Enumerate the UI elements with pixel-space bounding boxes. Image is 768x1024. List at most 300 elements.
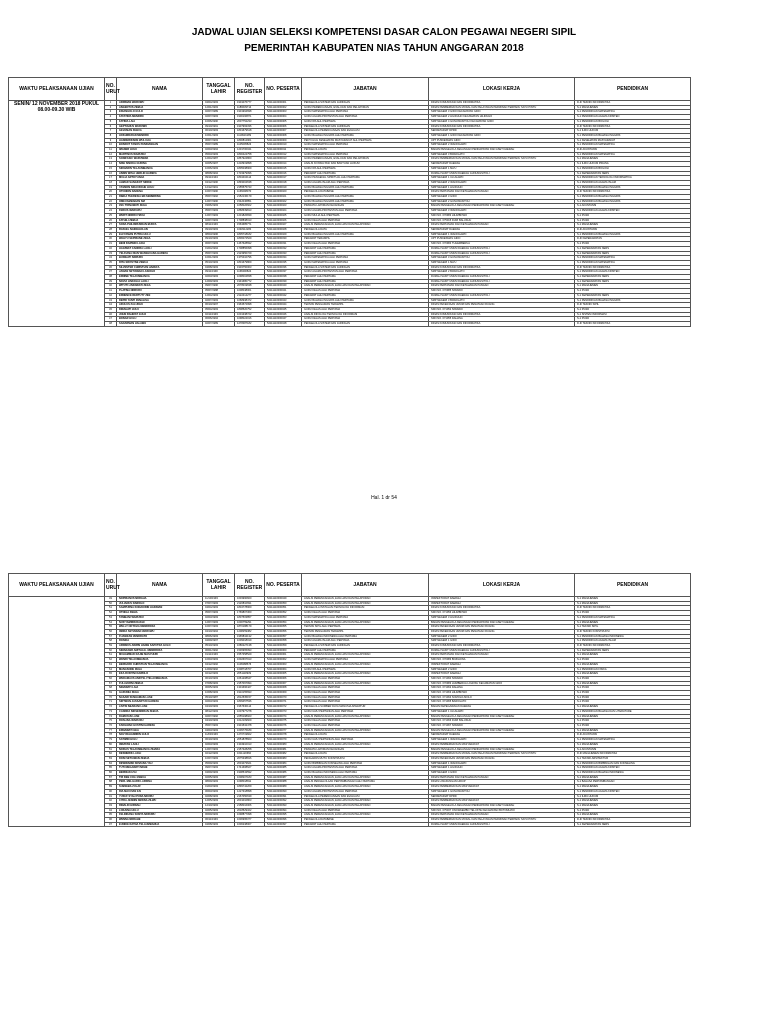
cell-jabatan: GURU KELAS AHLI PERTAMA (302, 723, 429, 728)
cell-nama: MANASONE ZEGA (117, 667, 203, 672)
cell-jabatan: GURU AGAMA PROTESTAN AHLI PERTAMA (302, 766, 429, 771)
cell-tanggal: 12/09/1992 (203, 667, 235, 672)
table-row (9, 322, 691, 327)
cell-lokasi: SMP NEGERI 3 IDANOGAWO (429, 209, 575, 214)
cell-register: 2157097994 (235, 681, 265, 686)
cell-jabatan: ANALIS PERENCANAAN, EVALUASI DAN PELAPORAN (302, 813, 429, 818)
table-row (9, 129, 691, 134)
cell-register: 2018529322 (235, 808, 265, 813)
cell-register: 1661208647 (235, 676, 265, 681)
cell-pendidikan: S-1 MANAJEMEN (575, 681, 691, 686)
cell-no: 82 (105, 752, 117, 757)
cell-register: 1719979096 (235, 171, 265, 176)
cell-lokasi: SDN NO. 071064 SOMOLO-MOLO (429, 695, 575, 700)
cell-pendidikan: S-1 MANAJEMEN (575, 284, 691, 289)
cell-jabatan: GURU IPA AHLI PERTAMA (302, 166, 429, 171)
cell-jabatan: ANALIS PERENCANAAN, EVALUASI DAN PELAPORAN (302, 714, 429, 719)
cell-nama: TAMBANI WARUWU (117, 615, 203, 620)
cell-jabatan: PERAWAT TERAMPIL (302, 237, 429, 242)
table-row (9, 738, 691, 743)
cell-nama: SONA PHILINDUNDAN BUKFA (117, 223, 203, 228)
cell-jabatan: GURU KELAS AHLI PERTAMA (302, 242, 429, 247)
cell-no: 15 (105, 166, 117, 171)
cell-register: 1009018019 (235, 639, 265, 644)
cell-peserta: 52111110000047 (265, 317, 302, 322)
cell-nama: OMEUAMBANAN SM (117, 199, 203, 204)
cell-jabatan: GURU MATEMATIKA AHLI PERTAMA (302, 152, 429, 157)
cell-no: 48 (105, 322, 117, 327)
cell-tanggal: 04/04/1993 (203, 606, 235, 611)
cell-nama: GARUNIA ZEGA (117, 691, 203, 696)
cell-register: 1201826839 (235, 213, 265, 218)
cell-pendidikan: S-1 PGSD (575, 686, 691, 691)
cell-jabatan: GURU BAHASA INDONESIA AHLI PERTAMA (302, 634, 429, 639)
cell-peserta: 52111110000056 (265, 629, 302, 634)
cell-peserta: 52111110000071 (265, 700, 302, 705)
cell-peserta: 52111110000069 (265, 691, 302, 696)
cell-jabatan: PERAWAT AHLI PERTAMA (302, 275, 429, 280)
cell-pendidikan: D-III TEKNIK INFORMATIKA (575, 124, 691, 129)
cell-pendidikan: S-1 PENDIDIKAN AGAMA ISLAM (575, 180, 691, 185)
cell-tanggal: 02/12/1993 (203, 752, 235, 757)
cell-no: 68 (105, 686, 117, 691)
cell-nama: MARTINUS WARUWU (117, 152, 203, 157)
cell-no: 12 (105, 152, 117, 157)
cell-jabatan: ANALIS INFOLOGI TEKNOLOGI INFORMASI (302, 312, 429, 317)
cell-pendidikan: S-1 KEPERAWATAN NERS (575, 275, 691, 280)
cell-nama: FELINDANA SONTA NDRURU (117, 813, 203, 818)
cell-tanggal: 05/03/1993 (203, 152, 235, 157)
cell-lokasi: DINAS PERTANIAN DAN KETAHANAN PANGAN (429, 190, 575, 195)
cell-tanggal: 04/10/1994 (203, 629, 235, 634)
cell-jabatan: GURU KELAS AHLI PERTAMA (302, 686, 429, 691)
cell-no: 76 (105, 723, 117, 728)
cell-lokasi: SDN NO. 071063 HILIMBOWO (429, 691, 575, 696)
cell-pendidikan: S-1 PGSD (575, 719, 691, 724)
cell-no: 88 (105, 780, 117, 785)
cell-peserta: 52111110000055 (265, 625, 302, 630)
cell-pendidikan: S-1 SISTEM INFORMASI (575, 312, 691, 317)
cell-register: 1680227138 (235, 644, 265, 649)
cell-lokasi: RUMAH SAKIT UMUM DAERAH GUNUNGSITOLI (429, 246, 575, 251)
cell-no: 73 (105, 709, 117, 714)
cell-register: 1000759291 (235, 620, 265, 625)
cell-jabatan: ANALIS PENGELOLAAN PERTAMBANGAN AHLI PERTAMA (302, 780, 429, 785)
cell-lokasi: DINAS PERTANIAN DAN KETAHANAN PANGAN (429, 813, 575, 818)
cell-register: 1278487182 (235, 322, 265, 327)
cell-register: 1800424758 (235, 152, 265, 157)
cell-register: 1806072529 (235, 237, 265, 242)
cell-pendidikan: S-1 PENDIDIKAN MATEMATIKA (575, 152, 691, 157)
cell-nama: EUNIKE RATNA TELAUMBANUA (117, 822, 203, 827)
cell-peserta: 52111110000057 (265, 634, 302, 639)
cell-lokasi: DINAS KOMUNIKASI DAN INFORMATIKA (429, 322, 575, 327)
cell-tanggal: 12/10/1993 (203, 803, 235, 808)
cell-pendidikan: D-III TEKNIK INFORMATIKA (575, 101, 691, 106)
cell-tanggal: 12/04/1993 (203, 293, 235, 298)
cell-register: 1901994698 (235, 110, 265, 115)
cell-jabatan: ANALIS KONSULTASI DAN BANTUAN HUKUM (302, 162, 429, 167)
cell-no: 93 (105, 803, 117, 808)
table-row (9, 785, 691, 790)
cell-register: 1208259382 (235, 629, 265, 634)
cell-lokasi: BADAN PENGELOLA KEUANGAN PENDAPATAN DAN ASET DAERAH (429, 803, 575, 808)
header-pendidikan: PENDIDIKAN (575, 78, 691, 101)
cell-lokasi: DINAS PEMBERDAYAAN MASYARAKAT (429, 799, 575, 804)
cell-no: 84 (105, 761, 117, 766)
header-register: NO. REGISTER (235, 574, 265, 597)
cell-nama: TUTI MEGAWATI NDHE (117, 766, 203, 771)
table-row (9, 195, 691, 200)
cell-tanggal: 02/12/1993 (203, 672, 235, 677)
table-row (9, 209, 691, 214)
cell-nama: OTONION NADENA (117, 190, 203, 195)
cell-jabatan: PERAWAT AHLI PERTAMA (302, 251, 429, 256)
cell-pendidikan: S-1 PENDIDIKAN MATEMATIKA (575, 260, 691, 265)
cell-lokasi: DINAS PEMBERDAYAAN MODAL DAN PELAYANAN PERIZINAN TERPADU SATU PINTU (429, 157, 575, 162)
cell-lokasi: SDN NO. 070985 SIWAWO (429, 289, 575, 294)
cell-peserta: 52111110000038 (265, 275, 302, 280)
cell-peserta: 52111110000060 (265, 648, 302, 653)
cell-no: 78 (105, 733, 117, 738)
cell-tanggal: 12/05/1993 (203, 799, 235, 804)
cell-no: 91 (105, 794, 117, 799)
cell-peserta: 52111110000012 (265, 152, 302, 157)
cell-pendidikan: D-III TEKNIK INFORMATIKA (575, 606, 691, 611)
table-row (9, 742, 691, 747)
cell-peserta: 52111110000041 (265, 289, 302, 294)
cell-tanggal: 05/04/1993 (203, 307, 235, 312)
cell-tanggal: 10/06/1993 (203, 166, 235, 171)
cell-register: 2158016006 (235, 803, 265, 808)
cell-peserta: 52111110000063 (265, 662, 302, 667)
cell-jabatan: GURU BAHASA INGGRIS AHLI PERTAMA (302, 199, 429, 204)
cell-register: 1901532478 (235, 723, 265, 728)
cell-no: 25 (105, 213, 117, 218)
cell-no: 80 (105, 742, 117, 747)
cell-nama: RITA SRIYETNE ZEBUA (117, 260, 203, 265)
cell-peserta: 52111110000018 (265, 180, 302, 185)
cell-register: 1741608627 (235, 766, 265, 771)
cell-nama: GEVAMAN ZEBUA (117, 129, 203, 134)
cell-jabatan: PERAWAT AHLI PERTAMA (302, 171, 429, 176)
cell-lokasi: SMP NEGERI 1 IDANOGAWO (429, 738, 575, 743)
cell-peserta: 52111110000073 (265, 709, 302, 714)
cell-tanggal: 12/04/1987 (203, 157, 235, 162)
cell-lokasi: BADAN PENGELOLA KEUANGAN PENDAPATAN DAN ASET DAERAH (429, 620, 575, 625)
cell-register: 2155575743 (235, 185, 265, 190)
cell-lokasi: SMP NEGERI 1 GIDO (429, 639, 575, 644)
cell-peserta: 52111110000020 (265, 190, 302, 195)
cell-pendidikan: S-1 PENDIDIKAN BAHASA INGGRIS (575, 199, 691, 204)
cell-register: 1900196871 (235, 115, 265, 120)
table-header (9, 574, 691, 597)
cell-register: 1168490824 (235, 270, 265, 275)
cell-no: 41 (105, 289, 117, 294)
table-row (9, 620, 691, 625)
cell-nama: ADRIMAN WARUWU (117, 101, 203, 106)
cell-tanggal: 07/08/1993 (203, 681, 235, 686)
header-peserta: NO. PESERTA (265, 574, 302, 597)
cell-jabatan: PENGELOLA INSTALASI TEKNOLOGI INFORMASI (302, 606, 429, 611)
cell-no: 96 (105, 818, 117, 823)
cell-lokasi: SDN NO. 075015 DURI BALUKHU (429, 218, 575, 223)
cell-peserta: 52111110000021 (265, 195, 302, 200)
cell-register: 2167050639 (235, 794, 265, 799)
table-row (9, 223, 691, 228)
cell-register: 1058026602 (235, 204, 265, 209)
cell-no: 27 (105, 223, 117, 228)
cell-register: 1991680772 (235, 279, 265, 284)
cell-pendidikan: S-1 KEPERAWATAN NERS (575, 293, 691, 298)
cell-no: 5 (105, 119, 117, 124)
cell-peserta: 52111110000022 (265, 199, 302, 204)
cell-jabatan: PENYULUH KESEHATAN MASYARAKAT AHLI PERTAMA (302, 138, 429, 143)
cell-lokasi: SEKRETARIAT DAERAH (429, 227, 575, 232)
cell-no: 37 (105, 270, 117, 275)
cell-peserta: 52111110000024 (265, 209, 302, 214)
cell-peserta: 52111110000035 (265, 260, 302, 265)
cell-peserta: 52111110000094 (265, 808, 302, 813)
cell-pendidikan: S-1 MANAJEMEN (575, 672, 691, 677)
cell-register: 1965834132 (235, 634, 265, 639)
cell-jabatan: PENGELOLA PERENCANAAN DAN EVALUASI (302, 129, 429, 134)
cell-lokasi: RUMAH SAKIT UMUM DAERAH GUNUNGSITOLI (429, 251, 575, 256)
cell-jabatan: ANALIS PERENCANAAN, EVALUASI DAN PELAPORAN (302, 601, 429, 606)
cell-register: 1611120660 (235, 752, 265, 757)
cell-peserta: 52111110000067 (265, 681, 302, 686)
cell-peserta: 52111110000031 (265, 242, 302, 247)
cell-pendidikan: D-III AKUNTANSI (575, 148, 691, 153)
cell-nama: NISE SINOKA GUDINA (117, 162, 203, 167)
cell-register: 1098004838 (235, 275, 265, 280)
cell-peserta: 52111110000006 (265, 124, 302, 129)
cell-no: 38 (105, 275, 117, 280)
cell-pendidikan: S-1 MANAJEMEN (575, 728, 691, 733)
cell-nama: WITUTI LINDAWATI ZEGA (117, 284, 203, 289)
cell-nama: MUHAMMAD RAJIB MASYHURI (117, 653, 203, 658)
header-jabatan: JABATAN (302, 574, 429, 597)
cell-register: 1807503857 (235, 615, 265, 620)
cell-register: 2123950729 (235, 251, 265, 256)
cell-no: 11 (105, 148, 117, 153)
cell-pendidikan: S-1 PENDIDIKAN BAHASA INGGRIS (575, 133, 691, 138)
cell-pendidikan: S-1 TEKNIK ARSITEKTUR (575, 756, 691, 761)
table-row (9, 789, 691, 794)
cell-peserta: 52111110000053 (265, 615, 302, 620)
cell-lokasi: DINAS PEMBERDAYAAN MODAL DAN PELAYANAN PERIZINAN TERPADU SATU PINTU (429, 105, 575, 110)
cell-no: 58 (105, 639, 117, 644)
cell-pendidikan: D-III TEKNIK INFORMATIKA (575, 644, 691, 649)
cell-pendidikan: S-1 MANAJEMEN (575, 597, 691, 602)
cell-register: 1603990820 (235, 597, 265, 602)
cell-jabatan: ANALIS PERENCANAAN, EVALUASI DAN PELAPORAN (302, 681, 429, 686)
cell-no: 53 (105, 615, 117, 620)
cell-nama: ROSLINA WARUWU (117, 719, 203, 724)
cell-nama: INDATAN LAOLI (117, 742, 203, 747)
cell-peserta: 52111110000061 (265, 653, 302, 658)
cell-lokasi: SMP NEGERI 2 GUNUNGSITOLI (429, 199, 575, 204)
cell-pendidikan: S-1 PENDIDIKAN BIOLOGI (575, 119, 691, 124)
cell-nama: TRI DEB COLI ZEBUA (117, 775, 203, 780)
cell-jabatan: ANALIS PERENCANAAN, EVALUASI DAN PELAPORAN (302, 728, 429, 733)
cell-pendidikan: S-1 KEPERAWATAN NERS (575, 246, 691, 251)
cell-peserta: 52111110000097 (265, 822, 302, 827)
cell-lokasi: SDN NO. 070083 BOZIHONA (429, 658, 575, 663)
table-row (9, 709, 691, 714)
cell-tanggal: 06/09/1993 (203, 813, 235, 818)
cell-register: 1563685771 (235, 223, 265, 228)
cell-tanggal: 12/07/1993 (203, 213, 235, 218)
cell-peserta: 52111110000048 (265, 322, 302, 327)
cell-register: 2001010803 (235, 799, 265, 804)
cell-lokasi: SMP NEGERI 1 ULUGAWO (429, 176, 575, 181)
cell-peserta: 52111110000046 (265, 312, 302, 317)
cell-register: 1893004638 (235, 180, 265, 185)
cell-peserta: 52111110000005 (265, 119, 302, 124)
cell-peserta: 52111110000008 (265, 133, 302, 138)
cell-peserta: 52111110000010 (265, 143, 302, 148)
cell-pendidikan: S-1 MANAJEMEN (575, 714, 691, 719)
cell-jabatan: ANALIS PERENCANAAN, EVALUASI DAN PELAPORAN (302, 799, 429, 804)
cell-register: 2120810691 (235, 601, 265, 606)
cell-pendidikan: S-1 PGSD (575, 691, 691, 696)
cell-no: 44 (105, 303, 117, 308)
cell-pendidikan: D-III MANAJEMEN INFORMATIKA (575, 752, 691, 757)
cell-pendidikan: D-III TEKNIK INFORMATIKA (575, 190, 691, 195)
cell-no: 45 (105, 307, 117, 312)
cell-jabatan: ANALIS PERENCANAAN, EVALUASI DAN PELAPORAN (302, 597, 429, 602)
cell-no: 74 (105, 714, 117, 719)
cell-nama: WELLY OKTAVIA MENDROFA (117, 625, 203, 630)
cell-peserta: 52111110000078 (265, 733, 302, 738)
cell-pendidikan: S-1 PGSD (575, 808, 691, 813)
cell-jabatan: PENGELOLA SISTEM DAN JARINGAN (302, 265, 429, 270)
cell-nama: WAHYU SEPRIANE ZEGA (117, 237, 203, 242)
cell-lokasi: SMP NEGERI 2 BAWOLATO (429, 270, 575, 275)
cell-register: 1608718707 (235, 667, 265, 672)
cell-no: 50 (105, 601, 117, 606)
cell-pendidikan: S-1 PENDIDIKAN MATEMATIKA (575, 143, 691, 148)
cell-nama: ROSIDA (117, 639, 203, 644)
cell-nama: BONAR HULU (117, 317, 203, 322)
cell-jabatan: PENGELOLA SISTEM DAN JARINGAN (302, 322, 429, 327)
cell-register: 1606238007 (235, 822, 265, 827)
cell-jabatan: GURU KELAS AHLI PERTAMA (302, 307, 429, 312)
cell-jabatan: GURU AGAMA PROTESTAN AHLI PERTAMA (302, 789, 429, 794)
cell-jabatan: PENGELOLA DATA (302, 752, 429, 757)
cell-no: 67 (105, 681, 117, 686)
cell-register: 1801679809 (235, 260, 265, 265)
cell-lokasi: BADAN PENGELOLA KEUANGAN PENDAPATAN DAN ASET DAERAH (429, 728, 575, 733)
cell-jabatan: GURU BAHASA INGGRIS AHLI PERTAMA (302, 133, 429, 138)
cell-lokasi: SMP NEGERI 3 BAWOLATO (429, 152, 575, 157)
cell-nama: FATATIMA MENDRO (117, 115, 203, 120)
cell-nama: SATIMIN HULU (117, 738, 203, 743)
cell-lokasi: BADAN PENGELOLA KEUANGAN PENDAPATAN DAN ASET DAERAH (429, 204, 575, 209)
cell-lokasi: DINAS KOMUNIKASI DAN INFORMATIKA (429, 265, 575, 270)
cell-nama: RINALDI HIRNAH (117, 803, 203, 808)
cell-lokasi: DINAS KOMUNIKASI DAN INFORMATIKA (429, 101, 575, 106)
cell-tanggal: 06/05/1993 (203, 686, 235, 691)
cell-tanggal: 02/03/1993 (203, 700, 235, 705)
cell-tanggal: 09/11/1990 (203, 270, 235, 275)
cell-pendidikan: S-1 PENDIDIKAN AGAMA KRISTEN (575, 115, 691, 120)
cell-pendidikan: S-1 MANAJEMEN (575, 775, 691, 780)
cell-no: 54 (105, 620, 117, 625)
cell-lokasi: SMP NEGERI 4 GIDO (429, 771, 575, 776)
table-row (9, 822, 691, 827)
cell-nama: PLATINA NDRURU (117, 289, 203, 294)
cell-nama: EDIANGOLO GULO (117, 110, 203, 115)
cell-lokasi: SMP NEGERI 1 ULUGAWO (429, 709, 575, 714)
cell-tanggal: 02/03/1993 (203, 275, 235, 280)
cell-no: 24 (105, 209, 117, 214)
table-row (9, 644, 691, 649)
cell-lokasi: SMP NEGERI 1 HILIDUHO (429, 766, 575, 771)
header-nama: NAMA (117, 574, 203, 597)
cell-lokasi: RUMAH SAKIT UMUM DAERAH GUNUNGSITOLI (429, 279, 575, 284)
cell-no: 62 (105, 658, 117, 663)
cell-pendidikan: S-1 PENDIDIKAN BAHASA INGGRIS (575, 298, 691, 303)
cell-peserta: 52111110000019 (265, 185, 302, 190)
cell-peserta: 52111110000068 (265, 686, 302, 691)
cell-no: 90 (105, 789, 117, 794)
cell-no: 49 (105, 597, 117, 602)
cell-peserta: 52111110000092 (265, 799, 302, 804)
cell-peserta: 52111110000089 (265, 785, 302, 790)
cell-no: 75 (105, 719, 117, 724)
cell-lokasi: SDN NO. 071065 BAWOLATO (429, 700, 575, 705)
cell-pendidikan: S-1 MANAJEMEN (575, 705, 691, 710)
cell-jabatan: GURU KELAS AHLI PERTAMA (302, 808, 429, 813)
cell-register: 1227318898 (235, 789, 265, 794)
cell-tanggal: 10/08/1993 (203, 691, 235, 696)
cell-jabatan: GURU PENGENAL SPIRITUAL AHLI PERTAMA (302, 176, 429, 181)
cell-peserta: 52111110000001 (265, 101, 302, 106)
cell-jabatan: GURU ILMU PERTANIAN AHLI PERTAMA (302, 709, 429, 714)
cell-no: 2 (105, 105, 117, 110)
cell-tanggal: 06/07/1993 (203, 138, 235, 143)
cell-register: 1189639714 (235, 105, 265, 110)
cell-peserta: 52111110000058 (265, 639, 302, 644)
cell-lokasi: SMP NEGERI 3 GUNUNGSITOLI (429, 256, 575, 261)
cell-register: 1867924860 (235, 157, 265, 162)
cell-jabatan: GURU KELAS AHLI PERTAMA (302, 695, 429, 700)
cell-peserta: 52111110000081 (265, 747, 302, 752)
cell-peserta: 52111110000076 (265, 723, 302, 728)
schedule-table-continued (8, 573, 691, 827)
cell-nama: GEPTIANUS WARUWU (117, 124, 203, 129)
cell-register: 2007752233 (235, 119, 265, 124)
cell-jabatan: GURU BIMBINGAN KONSELING AHLI PERTAMA (302, 761, 429, 766)
cell-register: 1008048001 (235, 289, 265, 294)
cell-no: 77 (105, 728, 117, 733)
cell-no: 94 (105, 808, 117, 813)
cell-register: 2255198923 (235, 714, 265, 719)
cell-pendidikan: S-1 MANAJEMEN (575, 157, 691, 162)
cell-tanggal: 04/08/1993 (203, 822, 235, 827)
header-lokasi: LOKASI KERJA (429, 574, 575, 597)
cell-jabatan: PERAWAT AHLI PERTAMA (302, 648, 429, 653)
cell-register: 1375410796 (235, 256, 265, 261)
cell-nama: BERNARD CHRISTIAN TELAUMBANUA (117, 662, 203, 667)
cell-lokasi: DINAS LINGKUNGAN HIDUP (429, 780, 575, 785)
cell-register: 1808520752 (235, 307, 265, 312)
table-row (9, 176, 691, 181)
cell-register: 1098024016 (235, 317, 265, 322)
cell-lokasi: BADAN PENGELOLA KEUANGAN PENDAPATAN DAN ASET DAERAH (429, 714, 575, 719)
